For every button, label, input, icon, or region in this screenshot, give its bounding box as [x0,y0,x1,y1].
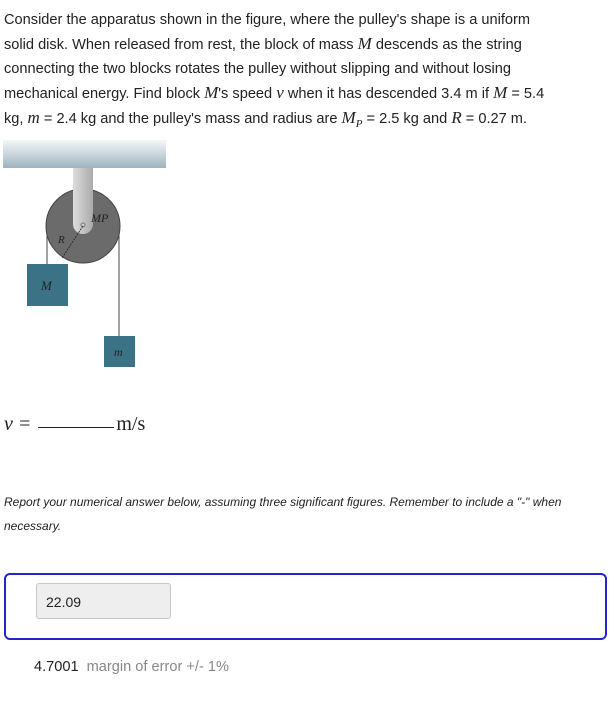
answer-blank [38,426,114,428]
ceiling [3,140,166,168]
instructions: Report your numerical answer below, assuming three significant figures. Remember to include a "-" when necessary. [4,495,562,533]
answer-input[interactable]: 22.09 [36,583,171,619]
svg-text:R: R [58,234,65,246]
pulley-figure [0,138,170,373]
question-line: Consider the apparatus shown in the figure, where the pulley's shape is a uniform [4,12,531,28]
svg-text:MP: MP [91,211,109,225]
question-line: solid disk. When released from rest, the block of mass M descends as the string [4,34,522,53]
question-line: connecting the two blocks rotates the pulley without slipping and without losing [4,61,512,77]
svg-text:m: m [114,345,123,359]
correct-answer: 4.7001 margin of error +/- 1% [34,659,229,675]
svg-text:M: M [41,278,52,293]
answer-container [4,573,607,640]
answer-line: v = m/s [4,413,146,435]
question-text [4,8,614,136]
question-line: kg, m = 2.4 kg and the pulley's mass and radius are $M_P = 2.5$ kg and R = 0.27 m. [4,108,528,130]
question-line: mechanical energy. Find block M's speed v when it has descended 3.4 m if M = 5.4 [4,83,545,102]
